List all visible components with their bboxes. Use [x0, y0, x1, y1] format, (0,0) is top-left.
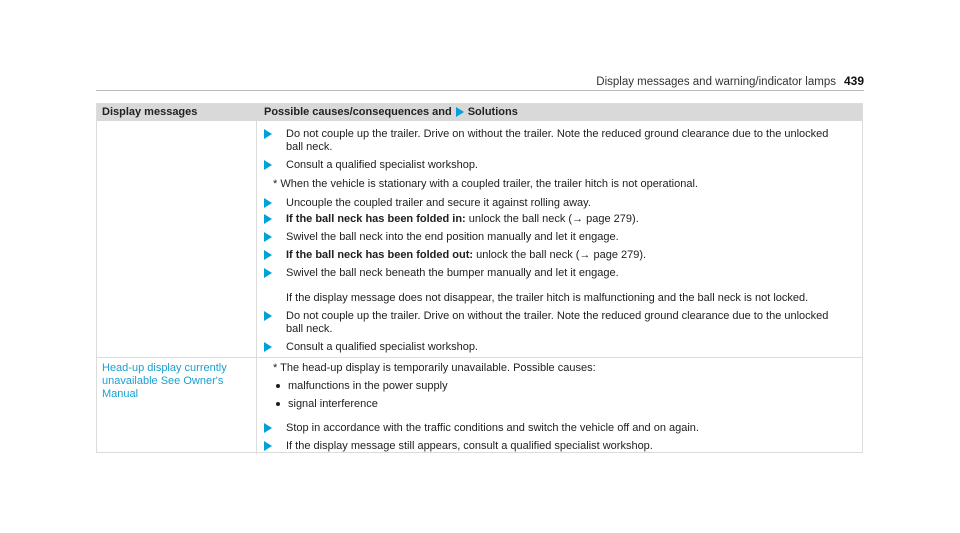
step-text: If the display message still appears, consult a qualified specialist workshop.	[286, 440, 653, 452]
page-reference-link[interactable]: → page 279).	[572, 213, 639, 225]
solution-step	[286, 159, 846, 172]
play-triangle-icon	[264, 441, 272, 451]
cause-text: * When the vehicle is stationary with a coupled trailer, the trailer hitch is not operational.	[273, 178, 698, 190]
column-header-causes-solutions	[264, 106, 518, 118]
solution-step	[286, 341, 846, 354]
column-divider	[256, 121, 257, 454]
step-text: Uncouple the coupled trailer and secure it against rolling away.	[286, 197, 591, 209]
step-text-continued: ball neck.	[286, 323, 333, 335]
table-header	[97, 104, 862, 121]
play-triangle-icon	[456, 107, 464, 117]
column-header-display-messages: Display messages	[102, 106, 198, 118]
step-text: Consult a qualified specialist workshop.	[286, 341, 478, 353]
step-text: Stop in accordance with the traffic conditions and switch the vehicle off and on again.	[286, 422, 699, 434]
cause-text: * The head-up display is temporarily unavailable. Possible causes:	[273, 362, 596, 374]
message-line: Head-up display currently	[102, 362, 227, 374]
step-text: Do not couple up the trailer. Drive on without the trailer. Note the reduced ground clearance due to the unlocked	[286, 128, 829, 140]
step-condition: If the ball neck has been folded out:	[286, 249, 474, 261]
column-header-causes-label: Possible causes/consequences and	[264, 106, 452, 118]
message-line: unavailable See Owner's	[102, 375, 224, 387]
solution-step	[286, 267, 846, 280]
play-triangle-icon	[264, 129, 272, 139]
solution-step	[286, 197, 846, 210]
step-text: Do not couple up the trailer. Drive on without the trailer. Note the reduced ground clearance due to the unlocked	[286, 310, 829, 322]
note-text: If the display message does not disappear, the trailer hitch is malfunctioning and the ball neck is not locked.	[286, 292, 809, 304]
solution-step	[286, 249, 846, 262]
step-text: Consult a qualified specialist workshop.	[286, 159, 478, 171]
row-divider	[97, 357, 862, 358]
bullet-item: malfunctions in the power supply	[288, 380, 448, 392]
page-number: 439	[843, 74, 864, 88]
solution-step	[286, 213, 846, 226]
step-text: unlock the ball neck (	[465, 213, 573, 225]
solution-step	[286, 422, 846, 435]
play-triangle-icon	[264, 160, 272, 170]
bullet-item: signal interference	[288, 398, 378, 410]
play-triangle-icon	[264, 423, 272, 433]
play-triangle-icon	[264, 268, 272, 278]
header-rule	[96, 90, 864, 91]
play-triangle-icon	[264, 232, 272, 242]
play-triangle-icon	[264, 311, 272, 321]
step-text: Swivel the ball neck into the end position manually and let it engage.	[286, 231, 619, 243]
step-text: Swivel the ball neck beneath the bumper manually and let it engage.	[286, 267, 619, 279]
step-text-continued: ball neck.	[286, 141, 333, 153]
display-message-hud	[102, 362, 227, 401]
column-header-solutions-label: Solutions	[467, 106, 518, 118]
message-line: Manual	[102, 388, 139, 400]
play-triangle-icon	[264, 198, 272, 208]
solution-step	[286, 128, 846, 154]
step-text: unlock the ball neck (	[473, 249, 580, 261]
page-reference-link[interactable]: → page 279).	[579, 249, 647, 261]
play-triangle-icon	[264, 250, 272, 260]
play-triangle-icon	[264, 214, 272, 224]
running-header	[596, 74, 864, 88]
step-condition: If the ball neck has been folded in:	[286, 213, 466, 225]
solution-step	[286, 440, 846, 453]
solution-step	[286, 231, 846, 244]
running-header-title: Display messages and warning/indicator lamps	[596, 76, 836, 88]
solution-step	[286, 310, 846, 336]
play-triangle-icon	[264, 342, 272, 352]
